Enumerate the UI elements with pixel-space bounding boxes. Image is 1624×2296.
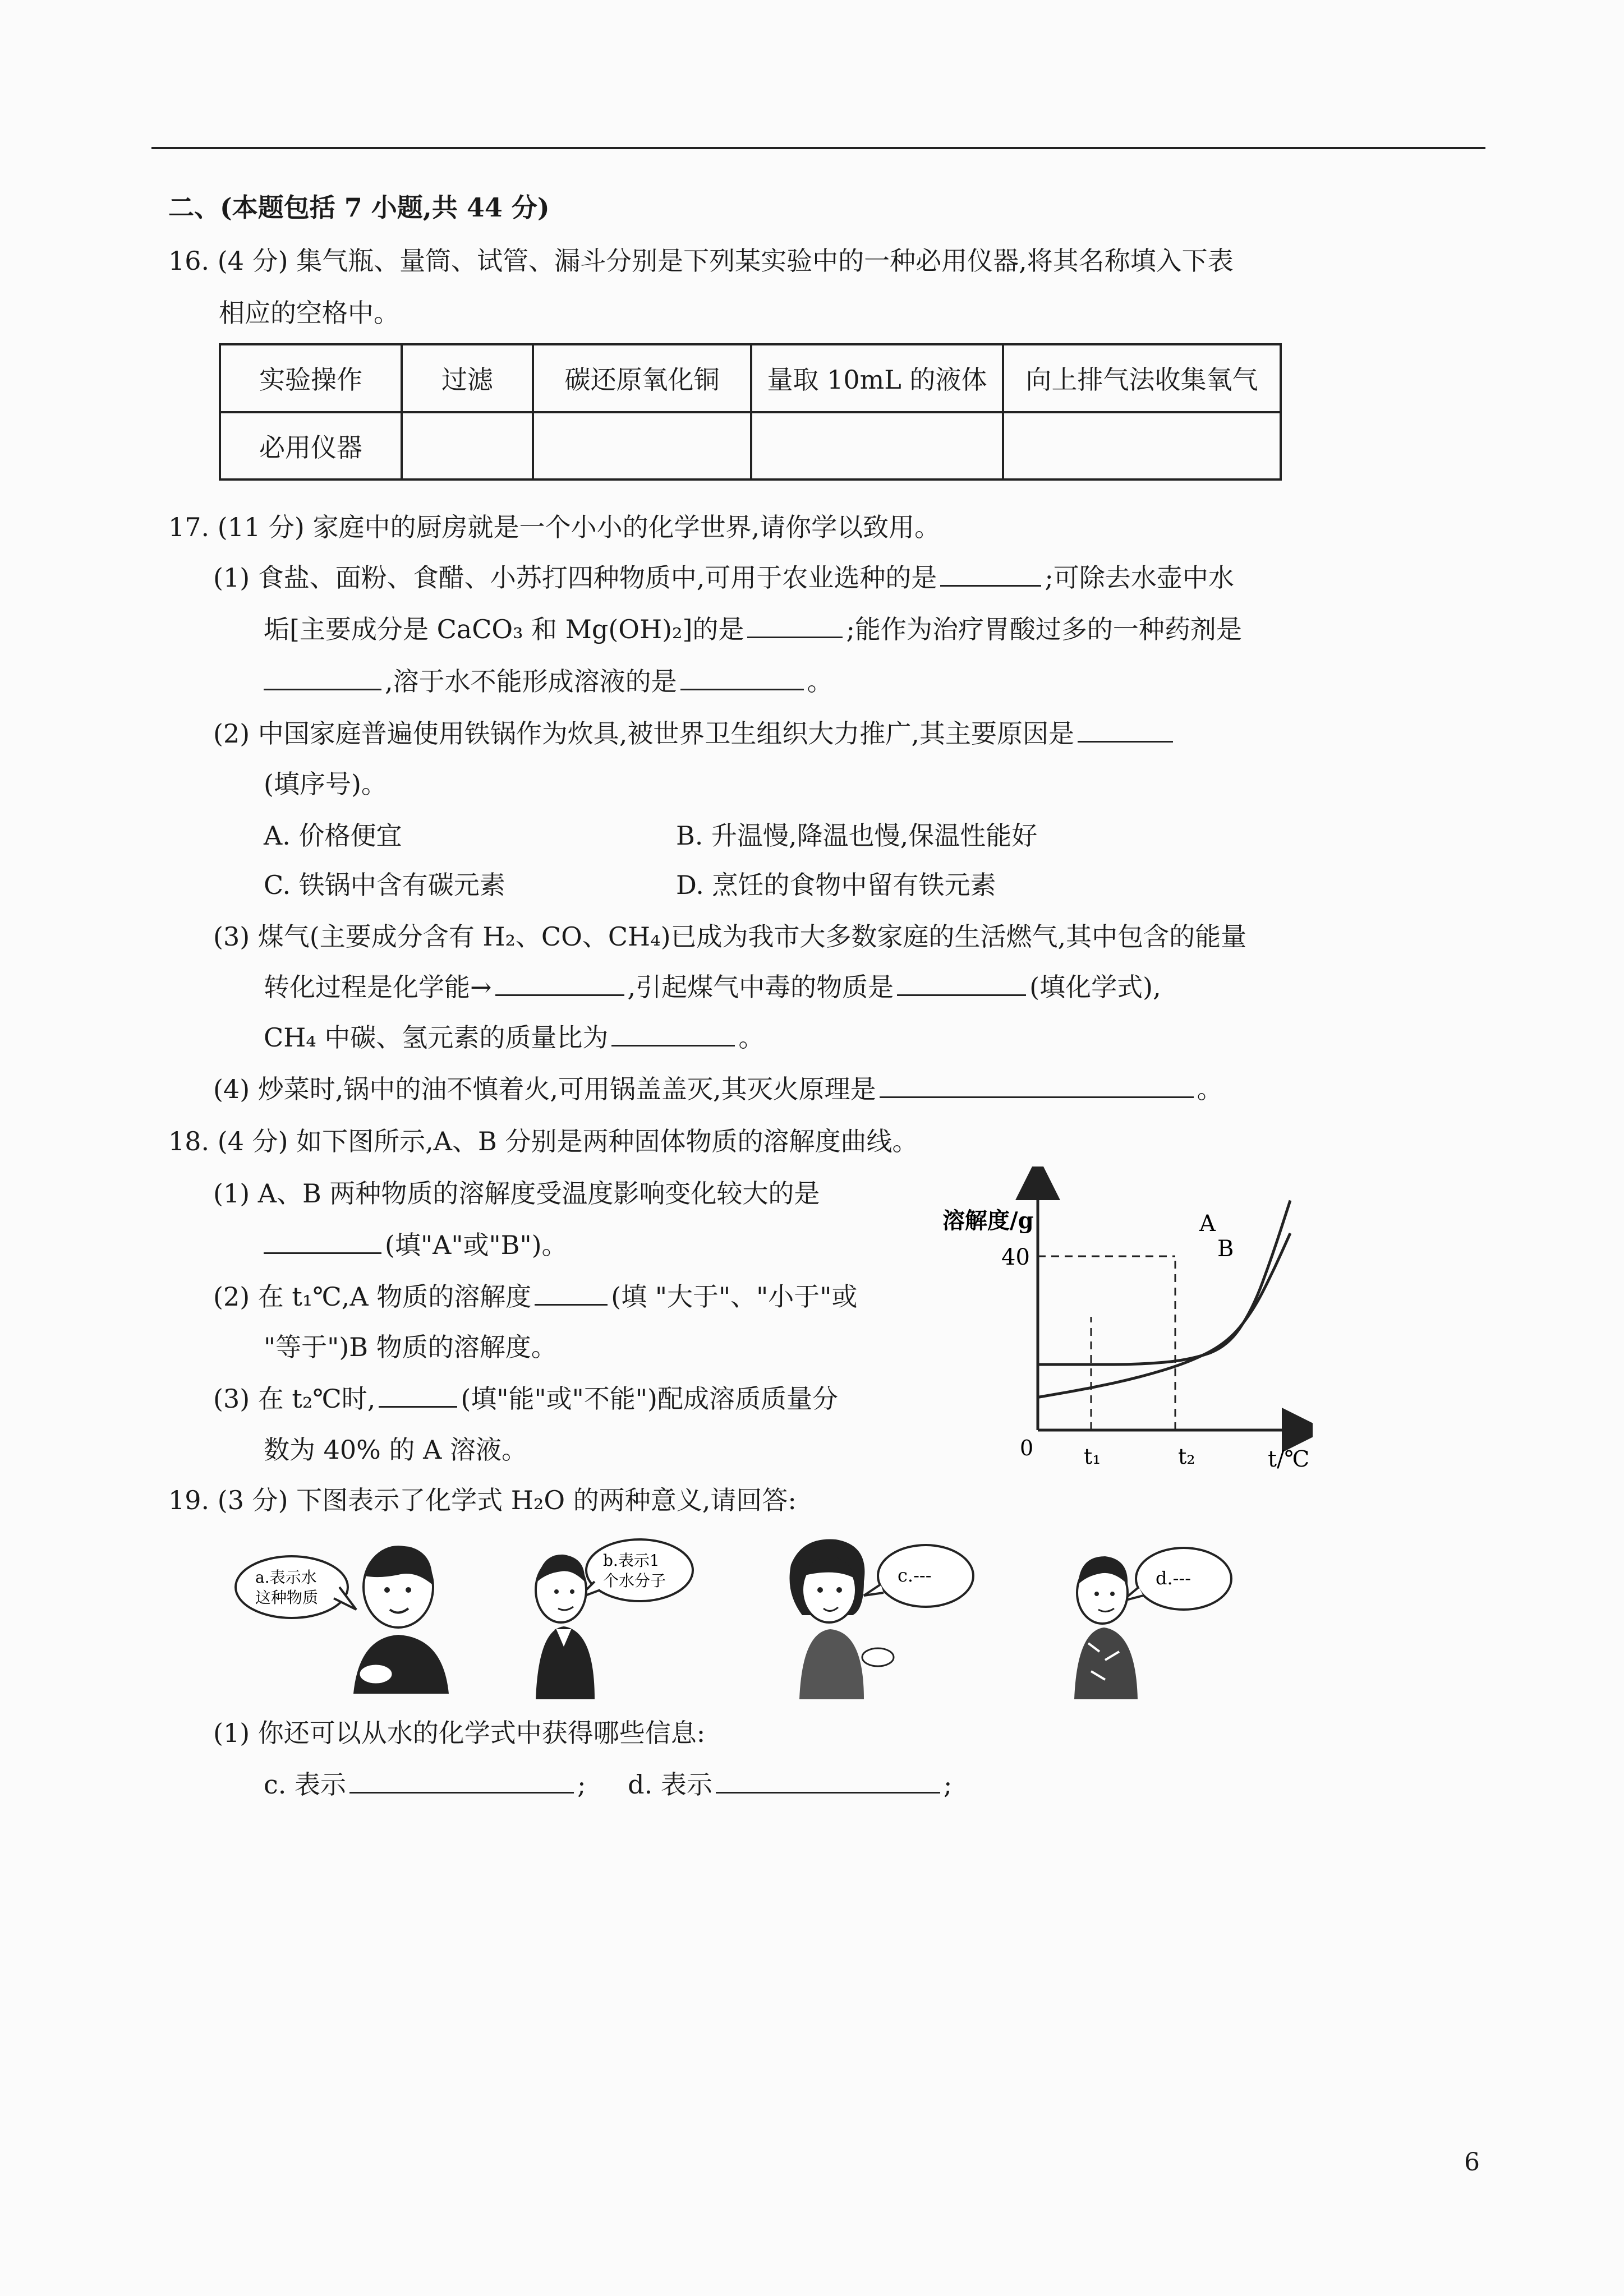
answer-blank[interactable] <box>897 972 1026 996</box>
text: ; <box>943 1769 953 1800</box>
table-row <box>220 344 1281 412</box>
text: 。 <box>738 1022 765 1053</box>
answer-blank[interactable] <box>264 1230 381 1254</box>
section-title: 二、(本题包括 7 小题,共 44 分) <box>168 192 550 223</box>
answer-blank[interactable] <box>747 614 843 638</box>
answer-blank[interactable] <box>349 1769 574 1794</box>
answer-blank[interactable] <box>379 1384 457 1408</box>
x-tick-label-t2: t₂ <box>1178 1444 1195 1469</box>
text: (3) 在 t₂℃时, <box>213 1384 376 1414</box>
text: ,引起煤气中毒的物质是 <box>627 972 894 1002</box>
q17-p3-line1: (3) 煤气(主要成分含有 H₂、CO、CH₄)已成为我市大多数家庭的生活燃气,其中包含的能量 <box>213 921 1247 952</box>
q19-p1: (1) 你还可以从水的化学式中获得哪些信息: <box>213 1718 706 1748</box>
q16-stem-line1: 16. (4 分) 集气瓶、量筒、试管、漏斗分别是下列某实验中的一种必用仪器,将其名称填入下表 <box>168 246 1234 276</box>
text: ;能作为治疗胃酸过多的一种药剂是 <box>846 614 1242 644</box>
table-cell: 实验操作 <box>220 344 402 412</box>
x-axis-label: t/℃ <box>1268 1446 1310 1472</box>
answer-blank[interactable] <box>535 1281 608 1306</box>
cartoon-person-a <box>230 1531 488 1694</box>
q17-p1-line3 <box>264 665 833 698</box>
y-tick-label: 40 <box>1001 1244 1030 1270</box>
text: (填化学式), <box>1029 972 1161 1002</box>
text: CH₄ 中碳、氢元素的质量比为 <box>264 1022 609 1053</box>
text: 垢[主要成分是 CaCO₃ 和 Mg(OH)₂]的是 <box>264 614 744 644</box>
q18-p3-line1 <box>213 1382 838 1416</box>
text: (1) 食盐、面粉、食醋、小苏打四种物质中,可用于农业选种的是 <box>213 563 937 593</box>
q17-p1-line1 <box>213 561 1234 594</box>
cartoon-person-d <box>1066 1531 1251 1699</box>
q19-answers <box>264 1768 952 1801</box>
series-b-line <box>1038 1233 1290 1398</box>
option-b: B. 升温慢,降温也慢,保温性能好 <box>676 820 1038 851</box>
bubble-c: c.--- <box>898 1565 932 1586</box>
text: ; <box>577 1769 586 1800</box>
cartoon-person-c <box>780 1531 982 1699</box>
q18-p1-line1: (1) A、B 两种物质的溶解度受温度影响变化较大的是 <box>213 1178 820 1209</box>
text: (填"A"或"B")。 <box>385 1230 568 1260</box>
text: (填 "大于"、"小于"或 <box>611 1281 858 1312</box>
table-row <box>220 412 1281 480</box>
bubble-b-line1: b.表示1 <box>603 1551 660 1570</box>
bubble-b-line2: 个水分子 <box>603 1571 666 1590</box>
text: (2) 中国家庭普遍使用铁锅作为炊具,被世界卫生组织大力推广,其主要原因是 <box>213 718 1075 749</box>
answer-blank[interactable] <box>940 563 1041 587</box>
q16-table <box>219 343 1282 481</box>
answer-blank[interactable] <box>1078 718 1173 743</box>
bubble-d: d.--- <box>1156 1567 1191 1589</box>
text: (4) 炒菜时,锅中的油不慎着火,可用锅盖盖灭,其灭火原理是 <box>213 1074 876 1104</box>
q17-p4 <box>213 1072 1223 1106</box>
q17-p1-line2 <box>264 612 1242 646</box>
option-a: A. 价格便宜 <box>264 820 402 851</box>
text: 。 <box>1197 1074 1223 1104</box>
table-cell: 碳还原氧化铜 <box>533 344 751 412</box>
table-cell: 必用仪器 <box>220 412 402 480</box>
x-tick-label-t1: t₁ <box>1084 1444 1101 1469</box>
page-number: 6 <box>1464 2148 1480 2177</box>
text: (填"能"或"不能")配成溶质质量分 <box>461 1384 838 1414</box>
solubility-chart <box>931 1167 1313 1481</box>
q18-stem: 18. (4 分) 如下图所示,A、B 分别是两种固体物质的溶解度曲线。 <box>168 1126 918 1156</box>
answer-cell[interactable] <box>533 412 751 480</box>
text: ;可除去水壶中水 <box>1045 563 1234 593</box>
q16-stem-line2: 相应的空格中。 <box>219 298 399 328</box>
text: (2) 在 t₁℃,A 物质的溶解度 <box>213 1281 532 1312</box>
q17-p3-line3 <box>264 1021 764 1054</box>
answer-cell[interactable] <box>402 412 533 480</box>
q17-p2-line1 <box>213 717 1176 750</box>
bubble-a-line2: 这种物质 <box>255 1588 319 1607</box>
cartoon-person-b <box>522 1531 707 1699</box>
option-c: C. 铁锅中含有碳元素 <box>264 870 505 900</box>
y-axis-label: 溶解度/g <box>942 1207 1034 1234</box>
q17-p3-line2 <box>264 970 1161 1004</box>
speech-bubble-a <box>236 1556 348 1618</box>
q18-p3-line2: 数为 40% 的 A 溶液。 <box>264 1435 527 1465</box>
table-cell: 量取 10mL 的液体 <box>751 344 1003 412</box>
text: ,溶于水不能形成溶液的是 <box>385 666 677 697</box>
answer-blank[interactable] <box>611 1022 735 1046</box>
answer-blank[interactable] <box>880 1074 1194 1098</box>
table-cell: 向上排气法收集氧气 <box>1003 344 1281 412</box>
answer-cell[interactable] <box>1003 412 1281 480</box>
series-a-line <box>1038 1201 1290 1365</box>
series-a-label: A <box>1199 1211 1216 1237</box>
speech-bubble-b <box>586 1539 693 1601</box>
q18-p1-line2 <box>264 1228 568 1262</box>
q19-stem: 19. (3 分) 下图表示了化学式 H₂O 的两种意义,请回答: <box>168 1485 797 1515</box>
q17-stem: 17. (11 分) 家庭中的厨房就是一个小小的化学世界,请你学以致用。 <box>168 512 941 542</box>
answer-blank[interactable] <box>680 666 804 690</box>
q17-p2-line2: (填序号)。 <box>264 769 387 799</box>
text: 转化过程是化学能→ <box>264 972 492 1002</box>
answer-cell[interactable] <box>751 412 1003 480</box>
answer-blank[interactable] <box>716 1769 940 1794</box>
header-rule <box>151 147 1485 149</box>
q18-p2-line2: "等于")B 物质的溶解度。 <box>264 1332 557 1362</box>
text: d. 表示 <box>628 1769 712 1800</box>
option-d: D. 烹饪的食物中留有铁元素 <box>676 870 996 900</box>
answer-blank[interactable] <box>495 972 624 996</box>
q18-p2-line1 <box>213 1280 857 1313</box>
answer-blank[interactable] <box>264 666 381 690</box>
origin-label: 0 <box>1020 1436 1034 1460</box>
bubble-a-line1: a.表示水 <box>255 1568 317 1587</box>
series-b-label: B <box>1217 1236 1234 1262</box>
table-cell: 过滤 <box>402 344 533 412</box>
text: 。 <box>807 666 833 697</box>
text: c. 表示 <box>264 1769 347 1800</box>
